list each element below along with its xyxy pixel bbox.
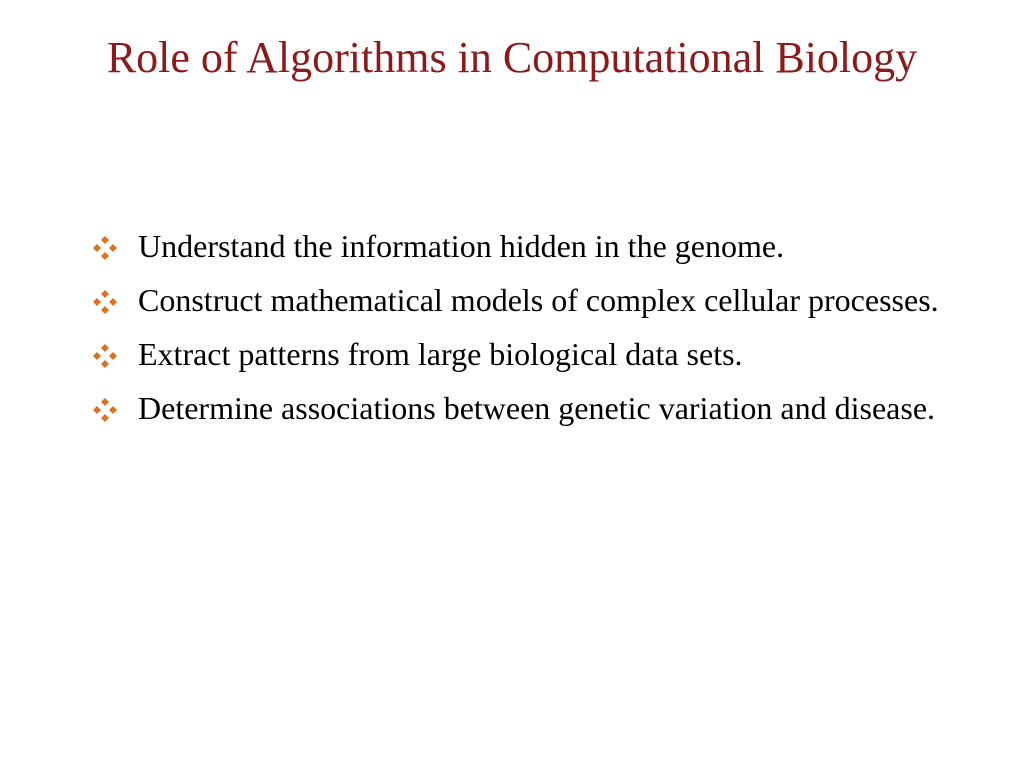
bullet-text: Understand the information hidden in the genome. [138, 228, 785, 264]
diamond-bullet-icon [92, 289, 118, 315]
diamond-bullet-icon [92, 235, 118, 261]
bullet-text: Extract patterns from large biological data sets. [138, 336, 743, 372]
diamond-bullet-icon [92, 343, 118, 369]
bullet-item [92, 279, 952, 322]
bullet-item [92, 387, 952, 430]
bullet-item [92, 333, 952, 376]
bullet-list [92, 225, 952, 441]
bullet-text: Determine associations between genetic variation and disease. [138, 390, 936, 426]
slide-title: Role of Algorithms in Computational Biology [106, 33, 918, 82]
bullet-item [92, 225, 952, 268]
diamond-bullet-icon [92, 397, 118, 423]
bullet-text: Construct mathematical models of complex cellular processes. [138, 282, 939, 318]
